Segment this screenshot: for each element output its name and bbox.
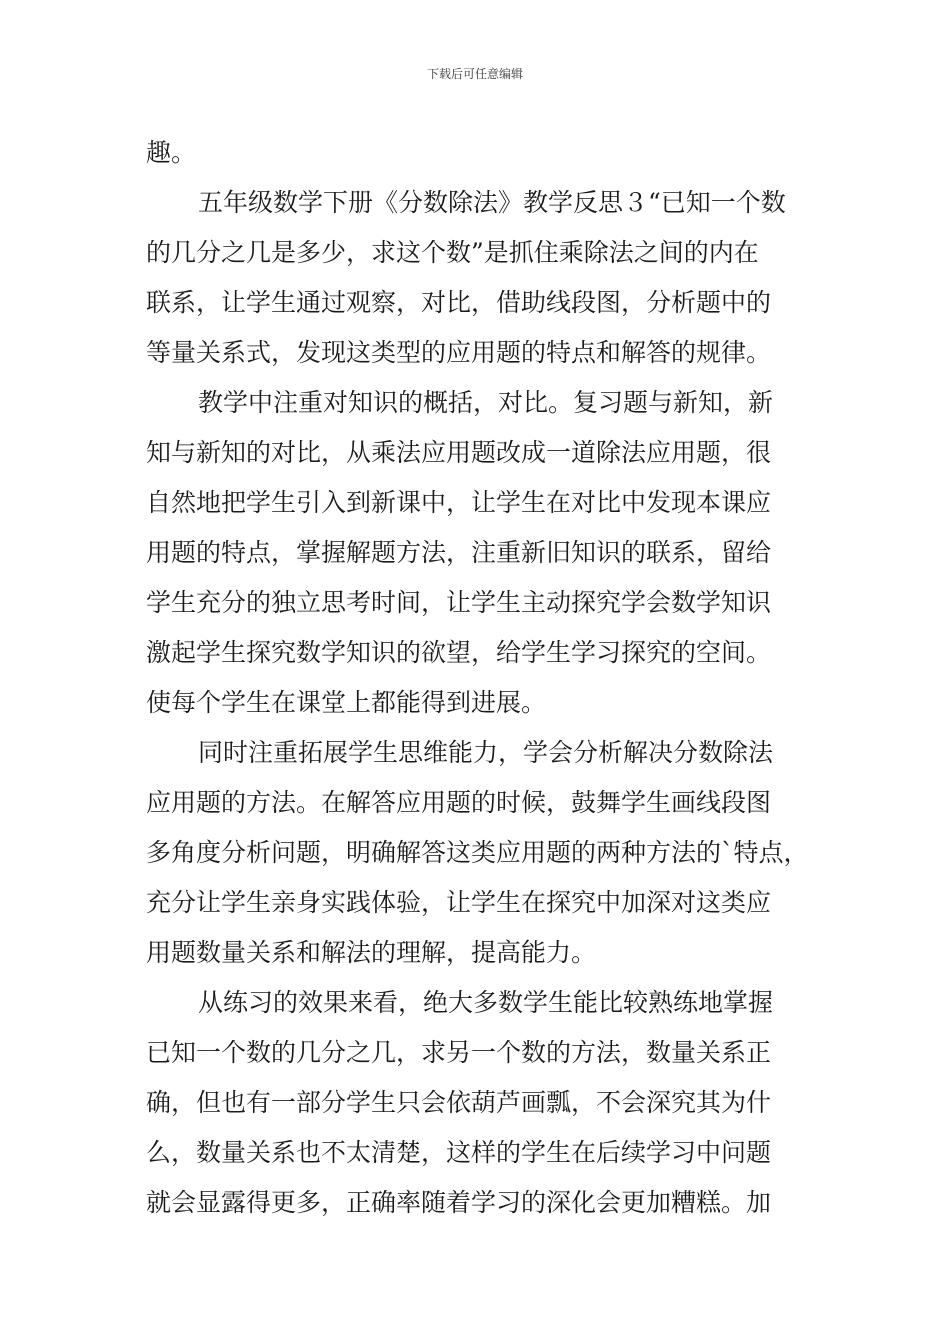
- text-line: 激起学生探究数学知识的欲望，给学生学习探究的空间。: [146, 638, 772, 667]
- text-line: 自然地把学生引入到新课中，让学生在对比中发现本课应: [146, 488, 772, 517]
- text-line: 从练习的效果来看，绝大多数学生能比较熟练地掌握: [198, 988, 774, 1017]
- text-line: 知与新知的对比，从乘法应用题改成一道除法应用题，很: [146, 438, 772, 467]
- text-line: 已知一个数的几分之几，求另一个数的方法，数量关系正: [146, 1038, 772, 1067]
- text-line: 确，但也有一部分学生只会依葫芦画瓢，不会深究其为什: [146, 1088, 772, 1117]
- document-body: [146, 128, 810, 1228]
- text-line: 趣。: [146, 138, 197, 167]
- text-line: 学生充分的独立思考时间，让学生主动探究学会数学知识: [146, 588, 772, 617]
- text-line: 应用题的方法。在解答应用题的时候，鼓舞学生画线段图: [146, 788, 772, 817]
- text-line: 的几分之几是多少，求这个数”是抓住乘除法之间的内在: [146, 238, 759, 267]
- text-line: 用题的特点，掌握解题方法，注重新旧知识的联系，留给: [146, 538, 772, 567]
- text-line: 同时注重拓展学生思维能力，学会分析解决分数除法: [198, 738, 774, 767]
- text-line: 五年级数学下册《分数除法》教学反思３“已知一个数: [198, 188, 786, 217]
- page-header: 下载后可任意编辑: [426, 67, 523, 81]
- text-line: 么，数量关系也不太清楚，这样的学生在后续学习中问题: [146, 1138, 772, 1167]
- text-line: 多角度分析问题，明确解答这类应用题的两种方法的`特点，: [146, 838, 809, 867]
- text-line: 使每个学生在课堂上都能得到进展。: [146, 688, 547, 717]
- text-line: 用题数量关系和解法的理解，提高能力。: [146, 938, 597, 967]
- text-line: 就会显露得更多，正确率随着学习的深化会更加糟糕。加: [146, 1188, 772, 1217]
- text-line: 联系，让学生通过观察，对比，借助线段图，分析题中的: [146, 288, 772, 317]
- text-line: 等量关系式，发现这类型的应用题的特点和解答的规律。: [146, 338, 772, 367]
- text-line: 教学中注重对知识的概括，对比。复习题与新知，新: [198, 388, 774, 417]
- text-line: 充分让学生亲身实践体验，让学生在探究中加深对这类应: [146, 888, 772, 917]
